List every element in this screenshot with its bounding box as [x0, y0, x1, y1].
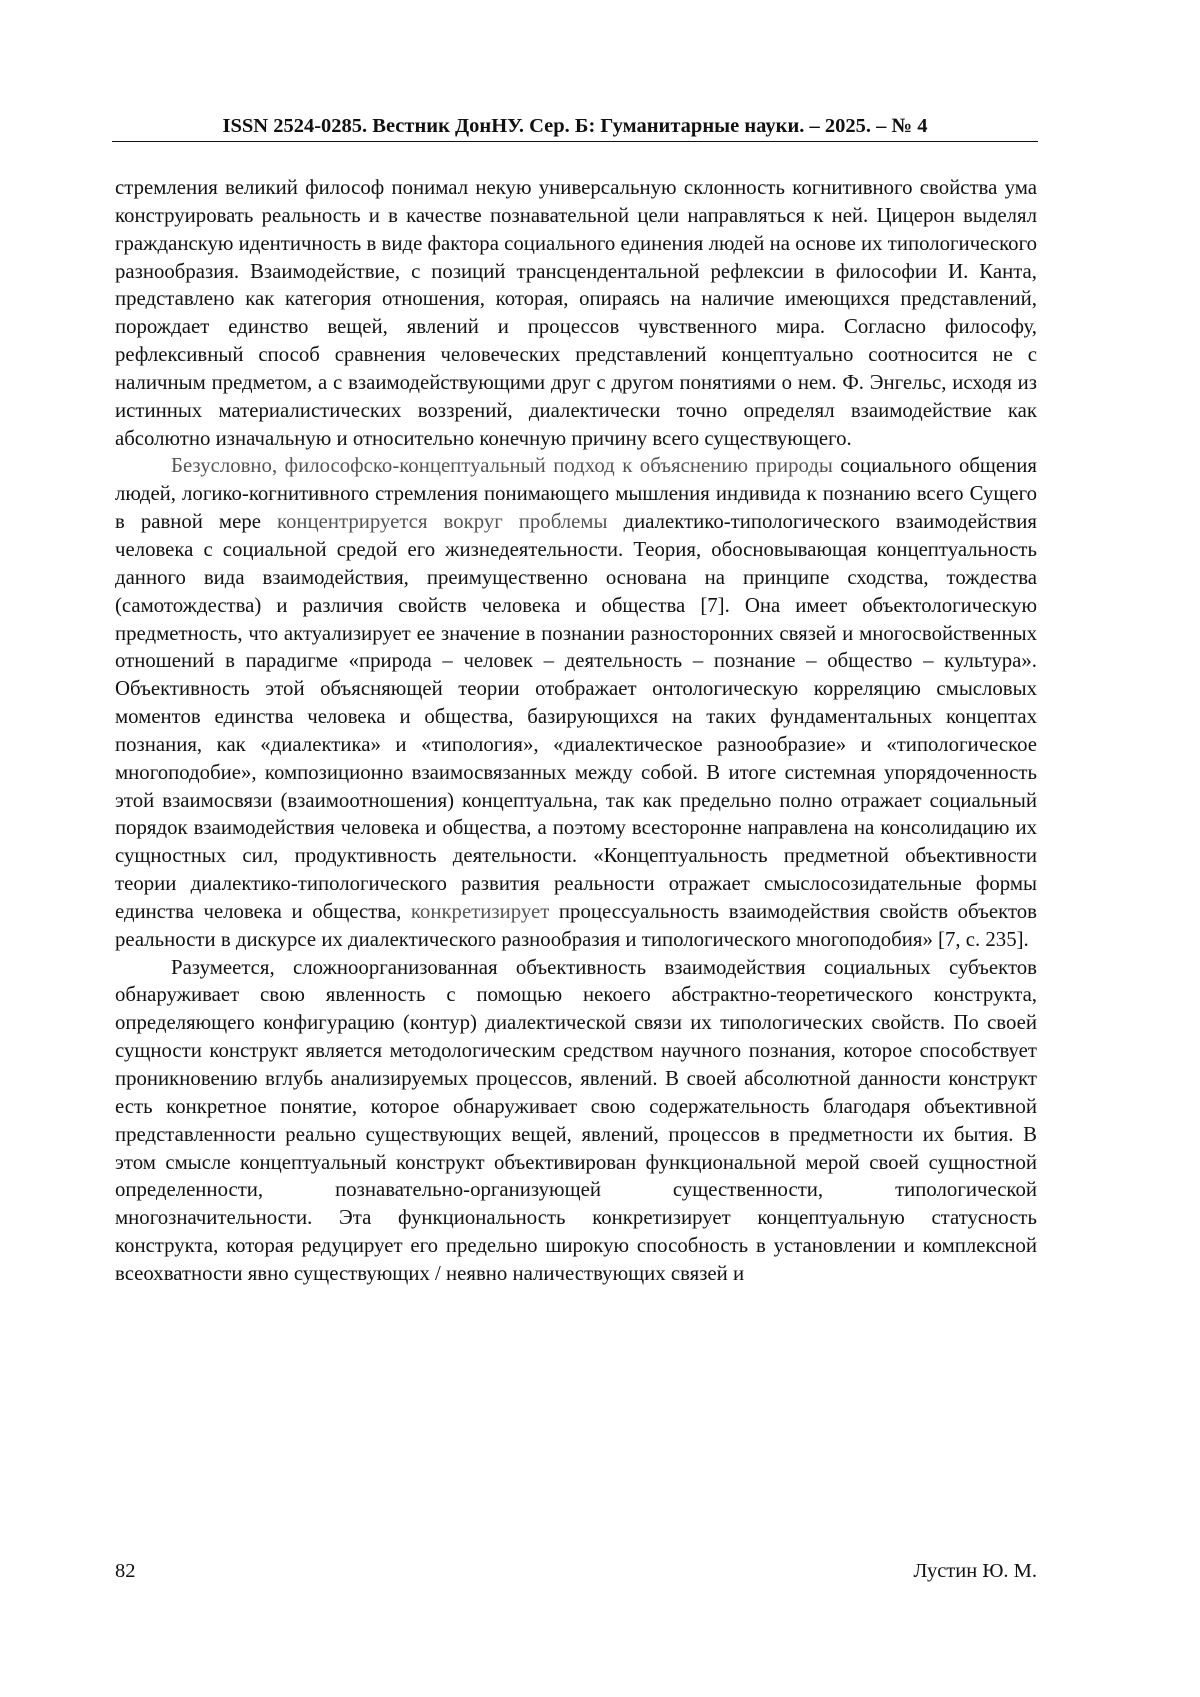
- text-segment: социального общения людей, логико-когнитивного стремления понимающего мышления индивида к познанию всего Сущего в равной мере: [115, 454, 1037, 534]
- paragraph-conceptual-approach: [115, 452, 1037, 953]
- highlighted-phrase: концентрируется вокруг проблемы: [276, 510, 608, 534]
- text-segment: диалектико-типологического взаимодействия человека с социальной средой его жизнедеятельности. Теория, обосновывающая концептуальность данного вида взаимодействия, преимущественно основана на принципе сходства, тождества (самотождества) и различия свойств человека и общества [7]. Она имеет объектологическую предметность, что актуализирует ее значение в познании разносторонних связей и многосвойственных отношений в парадигме «природа – человек – деятельность – познание – общество – культура». Объективность этой объясняющей теории отображает онтологическую корреляцию смысловых моментов единства человека и общества, базирующихся на таких фундаментальных концептах познания, как «диалектика» и «типология», «диалектическое разнообразие» и «типологическое многоподобие», композиционно взаимосвязанных между собой. В итоге системная упорядоченность этой взаимосвязи (взаимоотношения) концептуальна, так как предельно полно отражает социальный порядок взаимодействия человека и общества, а поэтому всесторонне направлена на консолидацию их сущностных сил, продуктивность деятельности. «Концептуальность предметной объективности теории диалектико-типологического развития реальности отражает смыслосозидательные формы единства человека и общества,: [115, 510, 1037, 923]
- header-rule: [112, 141, 1038, 142]
- highlighted-phrase: Безусловно, философско-концептуальный подход к объяснению природы: [171, 454, 833, 478]
- page-number: 82: [115, 1560, 136, 1582]
- highlighted-phrase: конкретизирует: [410, 899, 550, 923]
- text-segment: процессуальность взаимодействия свойств объектов реальности в дискурсе их диалектического разнообразия и типологического многоподобия» [7, с. 235].: [115, 899, 1037, 951]
- paragraph-construct: Разумеется, сложноорганизованная объективность взаимодействия социальных субъектов обнаруживает свою явленность с помощью некоего абстрактно-теоретического конструкта, определяющего конфигурацию (контур) диалектической связи их типологических свойств. По своей сущности конструкт является методологическим средством научного познания, которое способствует проникновению вглубь анализируемых процессов, явлений. В своей абсолютной данности конструкт есть конкретное понятие, которое обнаруживает свою содержательность благодаря объективной представленности реально существующих вещей, явлений, процессов в предметности их бытия. В этом смысле концептуальный конструкт объективирован функциональной мерой своей сущностной определенности, познавательно-организующей существенности, типологической многозначительности. Эта функциональность конкретизирует концептуальную статусность конструкта, которая редуцирует его предельно широкую способность в установлении и комплексной всеохватности явно существующих / неявно наличествующих связей и: [115, 955, 1037, 1285]
- article-body: [115, 174, 1037, 1288]
- paragraph-continuation: стремления великий философ понимал некую универсальную склонность когнитивного свойства ума конструировать реальность и в качестве познавательной цели направляться к ней. Цицерон выделял гражданскую идентичность в виде фактора социального единения людей на основе их типологического разнообразия. Взаимодействие, с позиций трансцендентальной рефлексии в философии И. Канта, представлено как категория отношения, которая, опираясь на наличие имеющихся представлений, порождает единство вещей, явлений и процессов чувственного мира. Согласно философу, рефлексивный способ сравнения человеческих представлений концептуально соотносится не с наличным предметом, а с взаимодействующими друг с другом понятиями о нем. Ф. Энгельс, исходя из истинных материалистических воззрений, диалектически точно определял взаимодействие как абсолютно изначальную и относительно конечную причину всего существующего.: [115, 176, 1037, 450]
- author-name: Лустин Ю. М.: [913, 1560, 1037, 1582]
- running-header: ISSN 2524-0285. Вестник ДонНУ. Сер. Б: Гуманитарные науки. – 2025. – № 4: [222, 115, 928, 137]
